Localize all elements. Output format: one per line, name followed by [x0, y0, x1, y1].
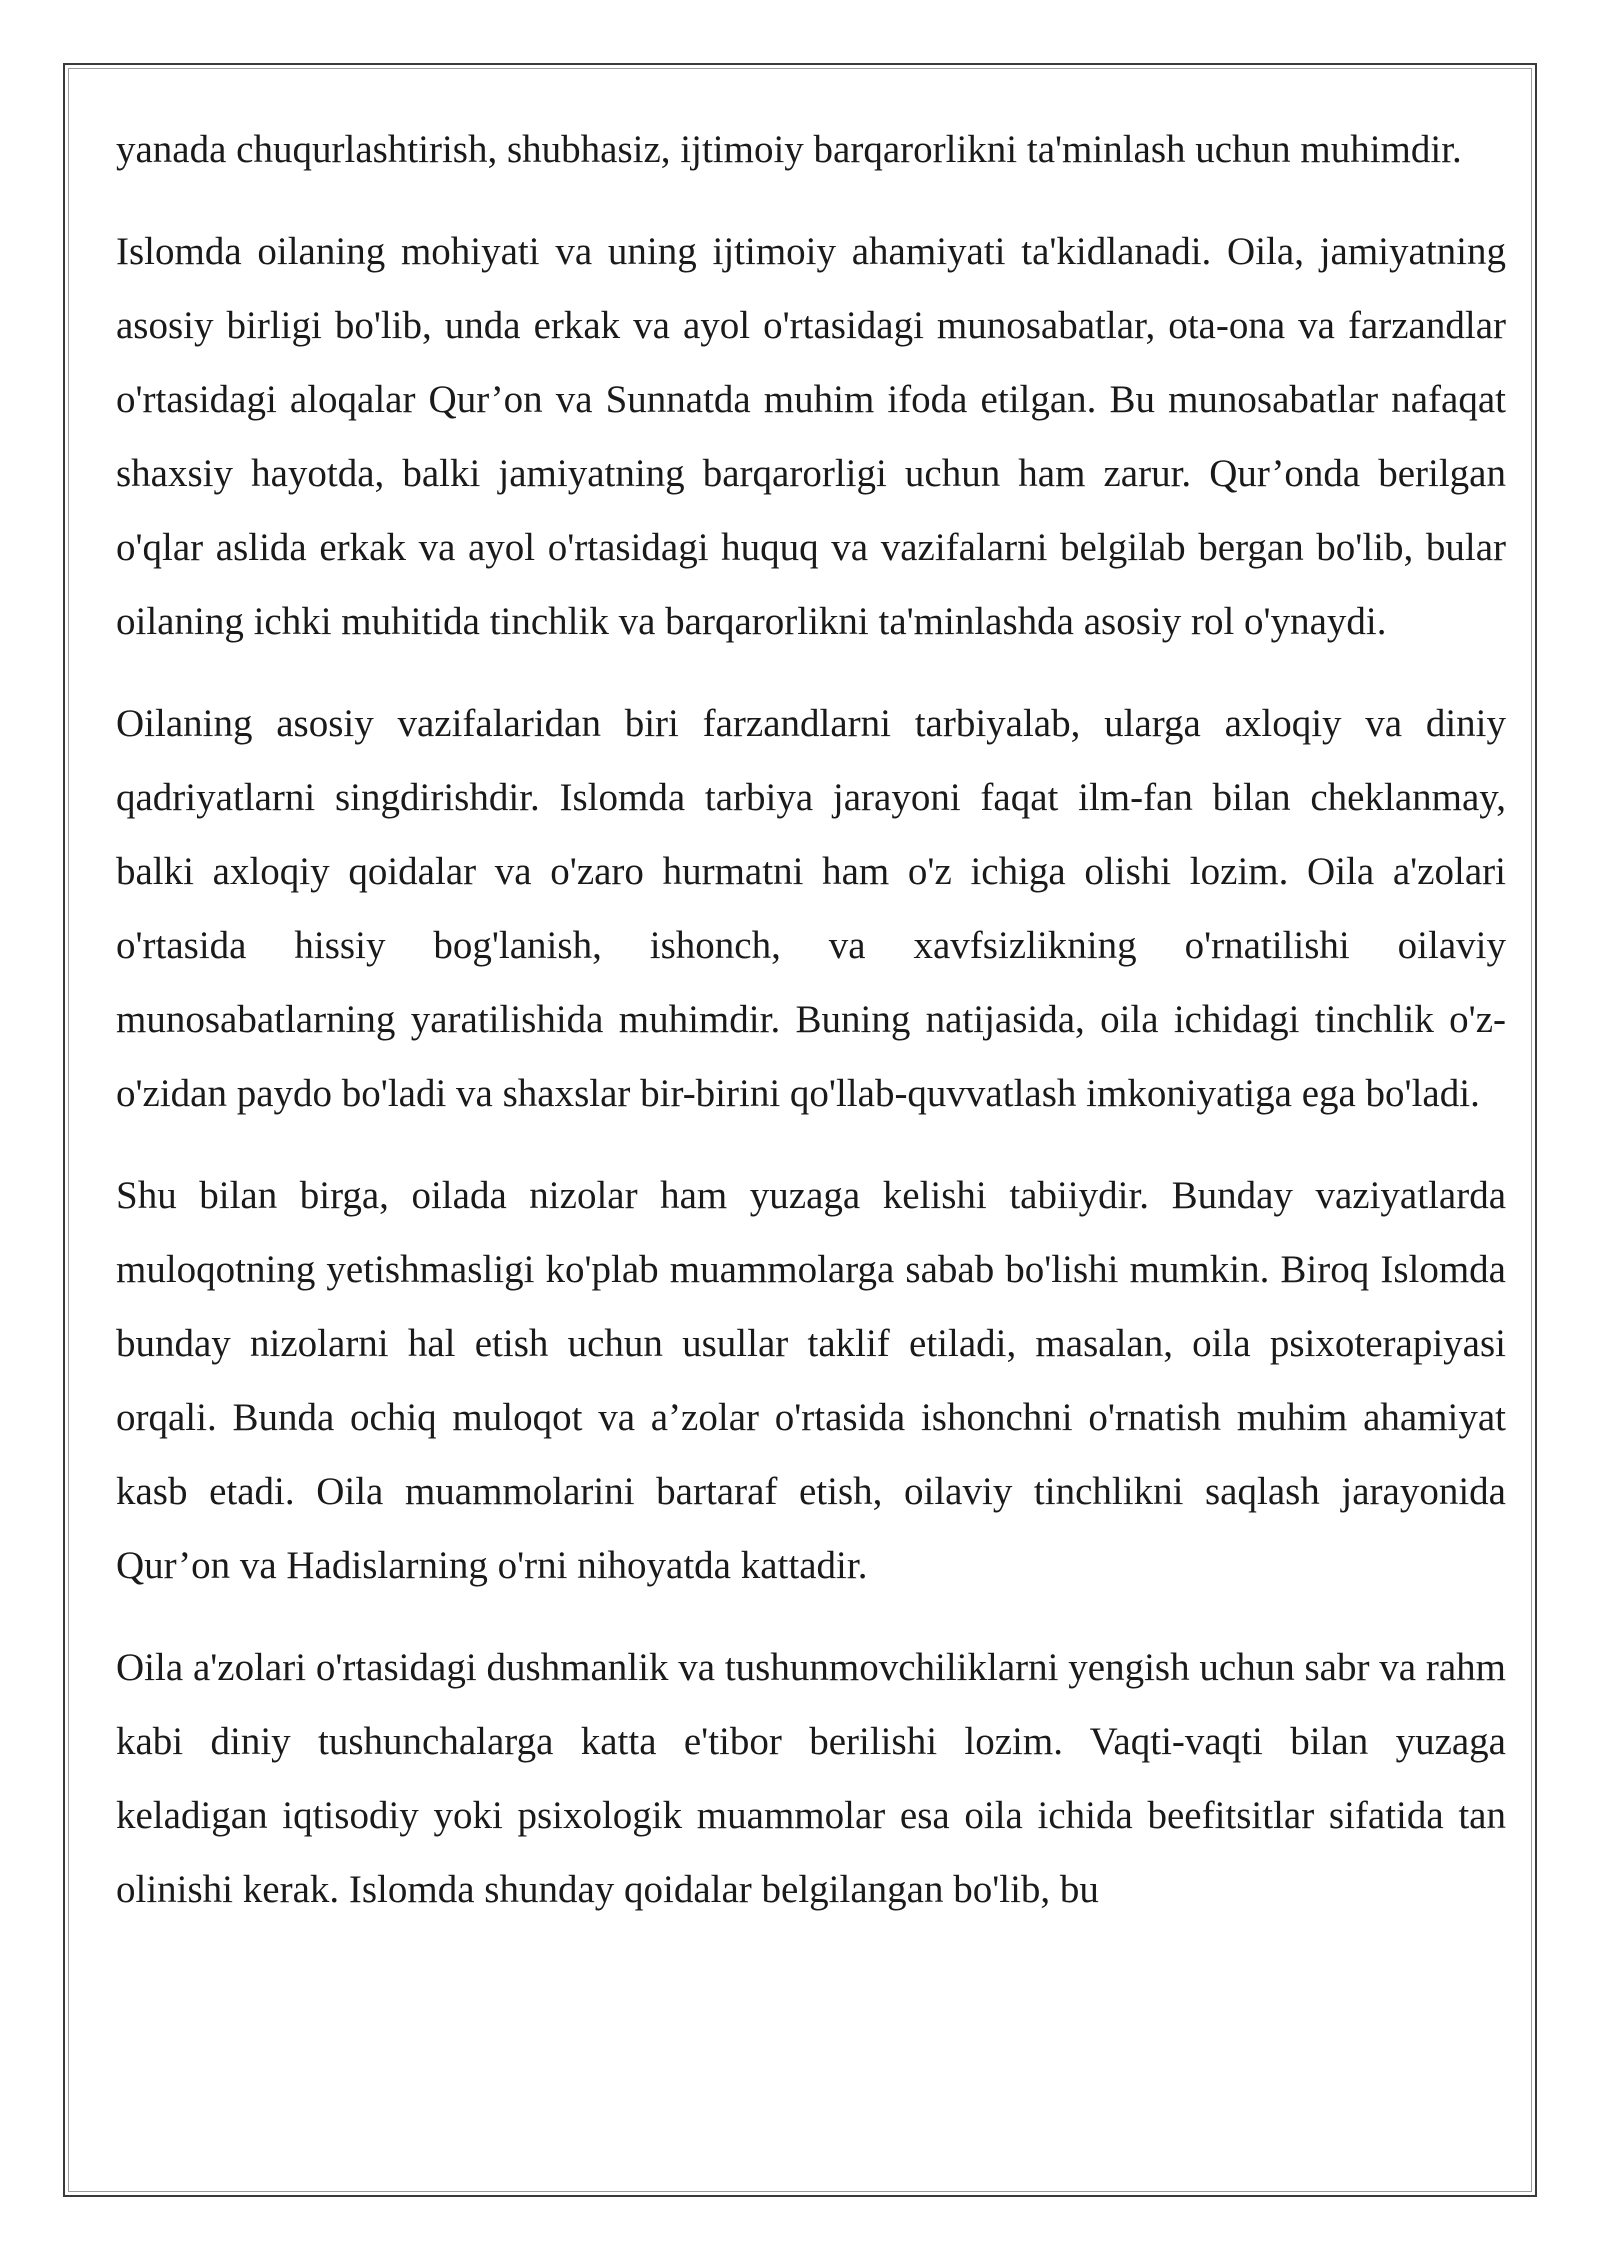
- page-border-frame: [63, 63, 1537, 2197]
- paragraph-5: Oila a'zolari o'rtasidagi dushmanlik va tushunmovchiliklarni yengish uchun sabr va rahm kabi diniy tushunchalarga katta e'tibor berilishi lozim. Vaqti-vaqti bilan yuzaga keladigan iqtisodiy yoki psixologik muammolar esa oila ichida beefitsitlar sifatida tan olinishi kerak. Islomda shunday qoidalar belgilangan bo'lib, bu: [116, 1646, 1506, 1911]
- paragraph-3: Oilaning asosiy vazifalaridan biri farzandlarni tarbiyalab, ularga axloqiy va diniy qadriyatlarni singdirishdir. Islomda tarbiya jarayoni faqat ilm-fan bilan cheklanmay, balki axloqiy qoidalar va o'zaro hurmatni ham o'z ichiga olishi lozim. Oila a'zolari o'rtasida hissiy bog'lanish, ishonch, va xavfsizlikning o'rnatilishi oilaviy munosabatlarning yaratilishida muhimdir. Buning natijasida, oila ichidagi tinchlik o'z-o'zidan paydo bo'ladi va shaxslar bir-birini qo'llab-quvvatlash imkoniyatiga ega bo'ladi.: [116, 702, 1506, 1115]
- paragraph-2: Islomda oilaning mohiyati va uning ijtimoiy ahamiyati ta'kidlanadi. Oila, jamiyatning asosiy birligi bo'lib, unda erkak va ayol o'rtasidagi munosabatlar, ota-ona va farzandlar o'rtasidagi aloqalar Qur’on va Sunnatda muhim ifoda etilgan. Bu munosabatlar nafaqat shaxsiy hayotda, balki jamiyatning barqarorligi uchun ham zarur. Qur’onda berilgan o'qlar aslida erkak va ayol o'rtasidagi huquq va vazifalarni belgilab bergan bo'lib, bular oilaning ichki muhitida tinchlik va barqarorlikni ta'minlashda asosiy rol o'ynaydi.: [116, 230, 1506, 643]
- paragraph-1: yanada chuqurlashtirish, shubhasiz, ijtimoiy barqarorlikni ta'minlash uchun muhimdir.: [116, 128, 1462, 171]
- paragraph-4: Shu bilan birga, oilada nizolar ham yuzaga kelishi tabiiydir. Bunday vaziyatlarda muloqotning yetishmasligi ko'plab muammolarga sabab bo'lishi mumkin. Biroq Islomda bunday nizolarni hal etish uchun usullar taklif etiladi, masalan, oila psixoterapiyasi orqali. Bunda ochiq muloqot va a’zolar o'rtasida ishonchni o'rnatish muhim ahamiyat kasb etadi. Oila muammolarini bartaraf etish, oilaviy tinchlikni saqlash jarayonida Qur’on va Hadislarning o'rni nihoyatda kattadir.: [116, 1174, 1506, 1587]
- document-body: [116, 113, 1506, 1927]
